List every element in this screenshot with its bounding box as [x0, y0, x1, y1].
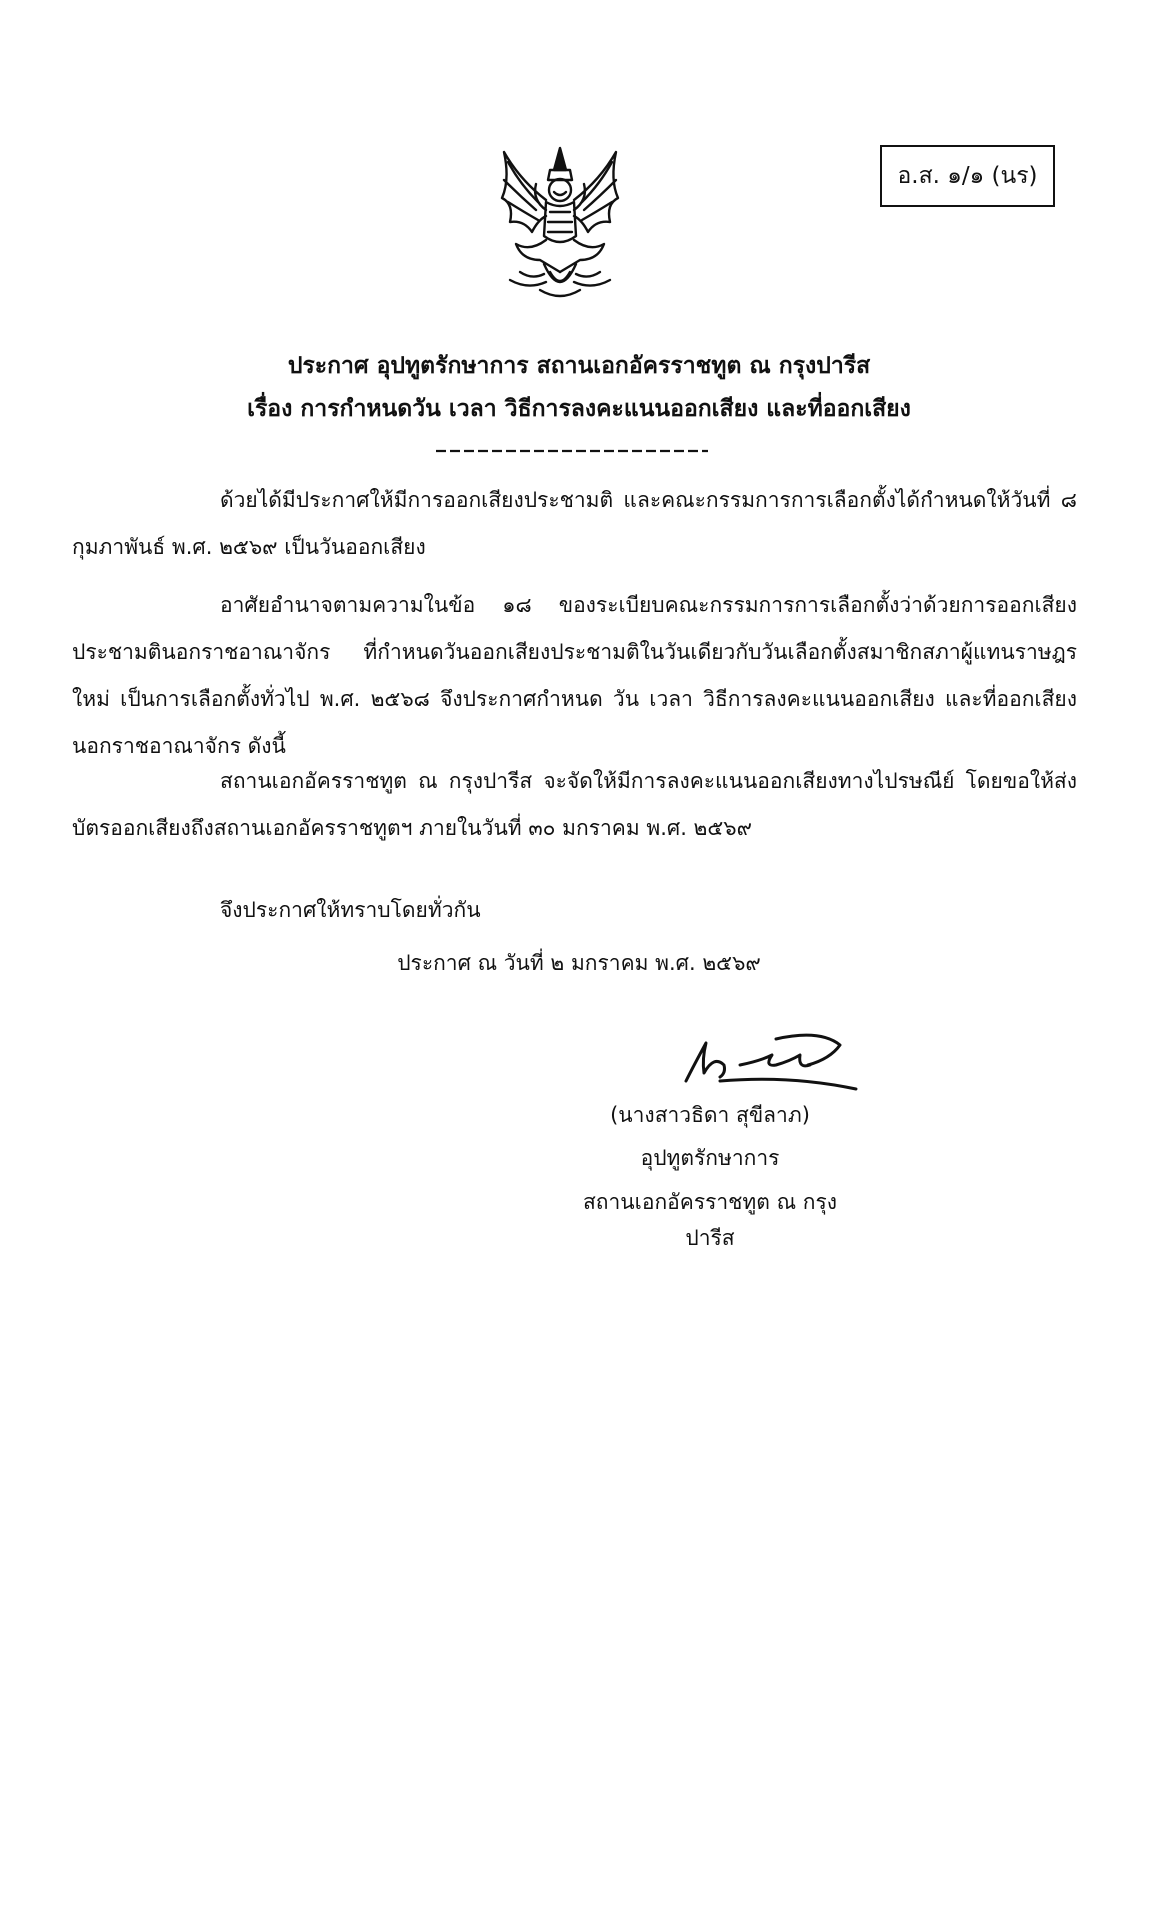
paragraph-preamble-text: ด้วยได้มีประกาศให้มีการออกเสียงประชามติ และคณะกรรมการการเลือกตั้งได้กำหนดให้วันที่ ๘ กุมภาพันธ์ พ.ศ. ๒๕๖๙ เป็นวันออกเสียง: [72, 488, 1077, 559]
signatory-name: (นางสาวธิดา สุขีลาภ): [610, 1103, 810, 1127]
paragraph-authority: [72, 582, 1077, 770]
announcement-title: ประกาศ อุปทูตรักษาการ สถานเอกอัครราชทูต ณ กรุงปารีส: [287, 353, 871, 379]
garuda-emblem-icon: [480, 140, 640, 308]
paragraph-preamble: [72, 477, 1077, 571]
announcement-subject: เรื่อง การกำหนดวัน เวลา วิธีการลงคะแนนออกเสียง และที่ออกเสียง: [247, 396, 911, 422]
announcement-date: ประกาศ ณ วันที่ ๒ มกราคม พ.ศ. ๒๕๖๙: [397, 951, 761, 975]
paragraph-closing-text: จึงประกาศให้ทราบโดยทั่วกัน: [220, 898, 481, 922]
form-code-box: [880, 145, 1055, 207]
heading-divider: [436, 440, 708, 462]
form-code-label: อ.ส. ๑/๑ (นร): [897, 163, 1038, 189]
signatory-title: อุปทูตรักษาการ: [640, 1146, 780, 1170]
paragraph-closing: [72, 887, 1077, 934]
paragraph-postal-voting-text: สถานเอกอัครราชทูต ณ กรุงปารีส จะจัดให้มีการลงคะแนนออกเสียงทางไปรษณีย์ โดยขอให้ส่งบัตรออกเสียงถึงสถานเอกอัครราชทูตฯ ภายในวันที่ ๓๐ มกราคม พ.ศ. ๒๕๖๙: [72, 769, 1077, 840]
signatory-organization: สถานเอกอัครราชทูต ณ กรุงปารีส: [582, 1190, 837, 1250]
paragraph-postal-voting: [72, 758, 1077, 852]
handwritten-signature: [680, 1025, 860, 1095]
paragraph-authority-text: อาศัยอำนาจตามความในข้อ ๑๘ ของระเบียบคณะกรรมการการเลือกตั้งว่าด้วยการออกเสียงประชามตินอกราชอาณาจักร ที่กำหนดวันออกเสียงประชามติในวันเดียวกับวันเลือกตั้งสมาชิกสภาผู้แทนราษฎรใหม่ เป็นการเลือกตั้งทั่วไป พ.ศ. ๒๕๖๘ จึงประกาศกำหนด วัน เวลา วิธีการลงคะแนนออกเสียง และที่ออกเสียงนอกราชอาณาจักร ดังนี้: [72, 593, 1077, 758]
